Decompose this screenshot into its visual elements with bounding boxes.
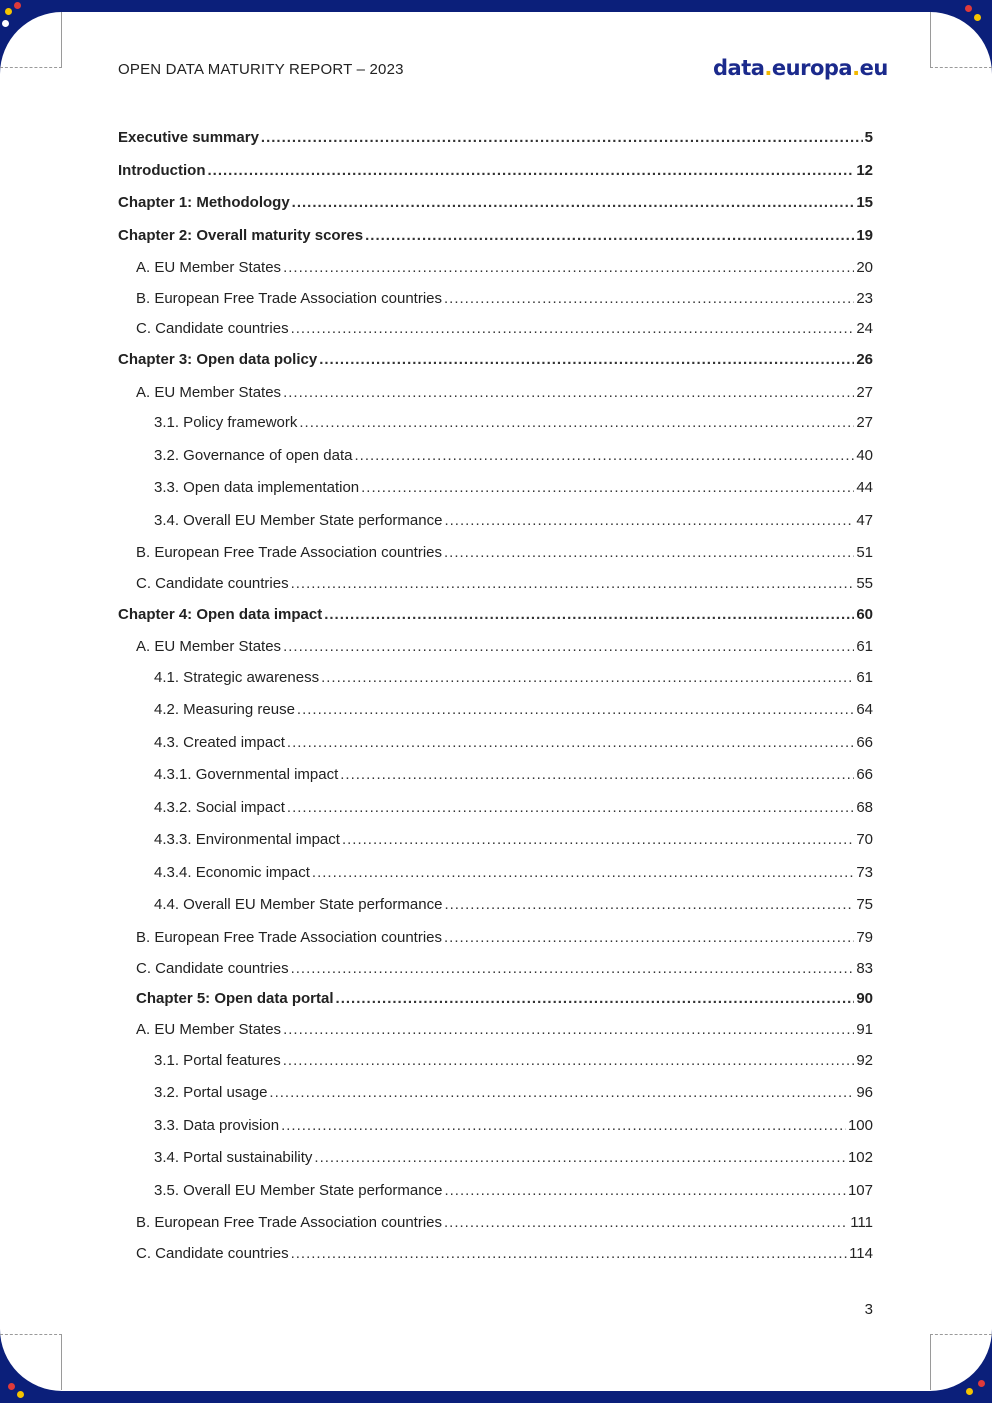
toc-dot-leader — [319, 351, 854, 368]
toc-entry-title: Chapter 1: Methodology — [118, 194, 290, 211]
toc-dot-leader — [340, 766, 854, 783]
toc-entry-page: 51 — [856, 544, 873, 561]
toc-entry[interactable] — [118, 669, 873, 686]
toc-dot-leader — [312, 864, 854, 881]
toc-entry-title: 4.3. Created impact — [154, 734, 285, 751]
toc-entry[interactable] — [118, 960, 873, 977]
toc-entry[interactable] — [118, 351, 873, 368]
toc-entry[interactable] — [118, 734, 873, 751]
toc-dot-leader — [269, 1084, 854, 1101]
toc-dot-leader — [444, 290, 854, 307]
toc-entry-page: 26 — [856, 351, 873, 368]
toc-entry-page: 91 — [856, 1021, 873, 1038]
toc-entry-page: 24 — [856, 320, 873, 337]
decorative-dot — [966, 1388, 973, 1395]
toc-entry-title: Introduction — [118, 162, 206, 179]
toc-dot-leader — [283, 1021, 854, 1038]
decorative-dot — [974, 14, 981, 21]
toc-entry-page: 55 — [856, 575, 873, 592]
toc-entry-page: 66 — [856, 766, 873, 783]
toc-dot-leader — [444, 929, 854, 946]
toc-entry-title: Chapter 5: Open data portal — [136, 990, 334, 1007]
toc-entry-title: 4.1. Strategic awareness — [154, 669, 320, 686]
toc-dot-leader — [444, 544, 854, 561]
toc-dot-leader — [444, 1182, 846, 1199]
toc-dot-leader — [287, 799, 854, 816]
toc-entry-title: 3.3. Open data implementation — [154, 479, 360, 496]
toc-dot-leader — [321, 669, 854, 686]
toc-entry[interactable] — [118, 227, 873, 244]
toc-entry-page: 83 — [856, 960, 873, 977]
toc-entry-title: Chapter 2: Overall maturity scores — [118, 227, 364, 244]
toc-entry-page: 96 — [856, 1084, 873, 1101]
toc-entry-title: 3.4. Portal sustainability — [154, 1149, 313, 1166]
report-header-title: OPEN DATA MATURITY REPORT – 2023 — [118, 61, 404, 78]
toc-entry-title: C. Candidate countries — [136, 575, 289, 592]
toc-entry-page: 102 — [847, 1149, 873, 1166]
toc-entry-title: A. EU Member States — [136, 638, 282, 655]
toc-dot-leader — [314, 1149, 846, 1166]
toc-entry[interactable] — [118, 259, 873, 276]
decorative-dot — [14, 2, 21, 9]
toc-entry[interactable] — [118, 1149, 873, 1166]
corner-decoration-top-left — [0, 12, 62, 74]
toc-entry-title: 4.2. Measuring reuse — [154, 701, 295, 718]
toc-entry-title: B. European Free Trade Association countries — [136, 1214, 443, 1231]
data-europa-logo: data.europa.eu — [713, 56, 888, 80]
decorative-dot — [965, 5, 972, 12]
toc-entry-page: 64 — [856, 701, 873, 718]
toc-entry[interactable] — [118, 479, 873, 496]
toc-entry[interactable] — [118, 290, 873, 307]
toc-entry[interactable] — [118, 1117, 873, 1134]
toc-entry-page: 92 — [856, 1052, 873, 1069]
toc-entry-page: 5 — [864, 129, 873, 146]
toc-dot-leader — [297, 701, 854, 718]
toc-dot-leader — [336, 990, 855, 1007]
toc-entry-title: A. EU Member States — [136, 384, 282, 401]
toc-entry-page: 44 — [856, 479, 873, 496]
toc-entry-title: 4.3.4. Economic impact — [154, 864, 310, 881]
toc-entry-title: 4.3.2. Social impact — [154, 799, 285, 816]
toc-dot-leader — [261, 129, 863, 146]
toc-entry-page: 75 — [856, 896, 873, 913]
toc-dot-leader — [365, 227, 854, 244]
toc-entry-page: 68 — [856, 799, 873, 816]
toc-entry-page: 19 — [856, 227, 873, 244]
toc-entry[interactable] — [118, 512, 873, 529]
toc-dot-leader — [283, 384, 854, 401]
toc-entry[interactable] — [118, 384, 873, 401]
toc-entry[interactable] — [118, 929, 873, 946]
toc-entry-title: 3.5. Overall EU Member State performance — [154, 1182, 443, 1199]
toc-entry-title: B. European Free Trade Association countries — [136, 290, 443, 307]
toc-entry-page: 111 — [850, 1214, 873, 1231]
crop-mark — [61, 1334, 62, 1390]
toc-entry[interactable] — [118, 1084, 873, 1101]
toc-entry-page: 61 — [856, 638, 873, 655]
corner-decoration-top-right — [930, 12, 992, 74]
toc-entry-title: C. Candidate countries — [136, 1245, 289, 1262]
toc-entry-page: 107 — [847, 1182, 873, 1199]
toc-dot-leader — [444, 1214, 848, 1231]
toc-dot-leader — [281, 1117, 846, 1134]
toc-entry-page: 114 — [849, 1245, 873, 1262]
toc-entry-page: 40 — [856, 447, 873, 464]
toc-dot-leader — [292, 194, 855, 211]
corner-decoration-bottom-left — [0, 1329, 62, 1391]
toc-dot-leader — [291, 575, 855, 592]
toc-dot-leader — [354, 447, 854, 464]
toc-entry-title: 4.3.3. Environmental impact — [154, 831, 340, 848]
toc-entry[interactable] — [118, 1214, 873, 1231]
toc-entry-page: 23 — [856, 290, 873, 307]
toc-dot-leader — [287, 734, 854, 751]
toc-entry[interactable] — [118, 831, 873, 848]
toc-entry[interactable] — [118, 701, 873, 718]
toc-entry-page: 27 — [856, 384, 873, 401]
toc-entry-title: Chapter 3: Open data policy — [118, 351, 318, 368]
toc-entry-page: 20 — [856, 259, 873, 276]
toc-entry-title: 3.1. Portal features — [154, 1052, 281, 1069]
crop-mark — [930, 12, 931, 68]
toc-entry-page: 27 — [856, 414, 873, 431]
toc-entry-title: 3.1. Policy framework — [154, 414, 298, 431]
toc-entry[interactable] — [118, 606, 873, 623]
toc-entry[interactable] — [118, 544, 873, 561]
decorative-dot — [5, 8, 12, 15]
toc-entry-page: 90 — [856, 990, 873, 1007]
toc-entry-title: C. Candidate countries — [136, 320, 289, 337]
decorative-dot — [17, 1391, 24, 1398]
toc-entry-page: 73 — [856, 864, 873, 881]
toc-entry-title: C. Candidate countries — [136, 960, 289, 977]
toc-entry-page: 100 — [847, 1117, 873, 1134]
toc-dot-leader — [324, 606, 854, 623]
toc-entry-page: 15 — [856, 194, 873, 211]
toc-entry-title: Executive summary — [118, 129, 259, 146]
toc-dot-leader — [299, 414, 854, 431]
toc-entry[interactable] — [118, 575, 873, 592]
toc-entry[interactable] — [118, 799, 873, 816]
decorative-dot — [2, 20, 9, 27]
toc-entry-title: B. European Free Trade Association countries — [136, 544, 443, 561]
toc-entry-title: 3.3. Data provision — [154, 1117, 280, 1134]
toc-dot-leader — [207, 162, 854, 179]
toc-dot-leader — [342, 831, 854, 848]
toc-dot-leader — [361, 479, 854, 496]
crop-mark — [0, 1334, 62, 1335]
toc-dot-leader — [444, 512, 854, 529]
crop-mark — [61, 12, 62, 68]
toc-dot-leader — [283, 259, 854, 276]
toc-entry[interactable] — [118, 162, 873, 179]
toc-entry[interactable] — [118, 447, 873, 464]
toc-entry-title: B. European Free Trade Association countries — [136, 929, 443, 946]
toc-entry-page: 66 — [856, 734, 873, 751]
toc-entry-title: Chapter 4: Open data impact — [118, 606, 323, 623]
toc-entry-page: 12 — [856, 162, 873, 179]
toc-entry-title: A. EU Member States — [136, 259, 282, 276]
toc-entry[interactable] — [118, 990, 873, 1007]
toc-dot-leader — [291, 320, 855, 337]
toc-entry[interactable] — [118, 194, 873, 211]
toc-entry-title: 3.2. Portal usage — [154, 1084, 268, 1101]
crop-mark — [930, 67, 992, 68]
toc-entry[interactable] — [118, 414, 873, 431]
toc-entry[interactable] — [118, 896, 873, 913]
crop-mark — [930, 1334, 992, 1335]
toc-dot-leader — [291, 1245, 847, 1262]
toc-entry[interactable] — [118, 1052, 873, 1069]
toc-entry[interactable] — [118, 129, 873, 146]
toc-entry[interactable] — [118, 1245, 873, 1262]
toc-entry[interactable] — [118, 864, 873, 881]
toc-entry-title: 3.2. Governance of open data — [154, 447, 353, 464]
toc-entry-title: 4.4. Overall EU Member State performance — [154, 896, 443, 913]
toc-entry-page: 61 — [856, 669, 873, 686]
toc-entry-page: 79 — [856, 929, 873, 946]
toc-dot-leader — [291, 960, 855, 977]
toc-entry-title: A. EU Member States — [136, 1021, 282, 1038]
toc-entry-page: 70 — [856, 831, 873, 848]
toc-entry[interactable] — [118, 1182, 873, 1199]
toc-entry-title: 4.3.1. Governmental impact — [154, 766, 339, 783]
decorative-dot — [8, 1383, 15, 1390]
crop-mark — [930, 1334, 931, 1390]
toc-entry[interactable] — [118, 320, 873, 337]
crop-mark — [0, 67, 62, 68]
toc-entry[interactable] — [118, 766, 873, 783]
toc-entry[interactable] — [118, 638, 873, 655]
page-number: 3 — [864, 1301, 873, 1318]
toc-entry[interactable] — [118, 1021, 873, 1038]
toc-dot-leader — [444, 896, 854, 913]
toc-entry-page: 60 — [856, 606, 873, 623]
toc-entry-title: 3.4. Overall EU Member State performance — [154, 512, 443, 529]
toc-dot-leader — [283, 638, 854, 655]
decorative-dot — [978, 1380, 985, 1387]
toc-entry-page: 47 — [856, 512, 873, 529]
toc-dot-leader — [283, 1052, 855, 1069]
